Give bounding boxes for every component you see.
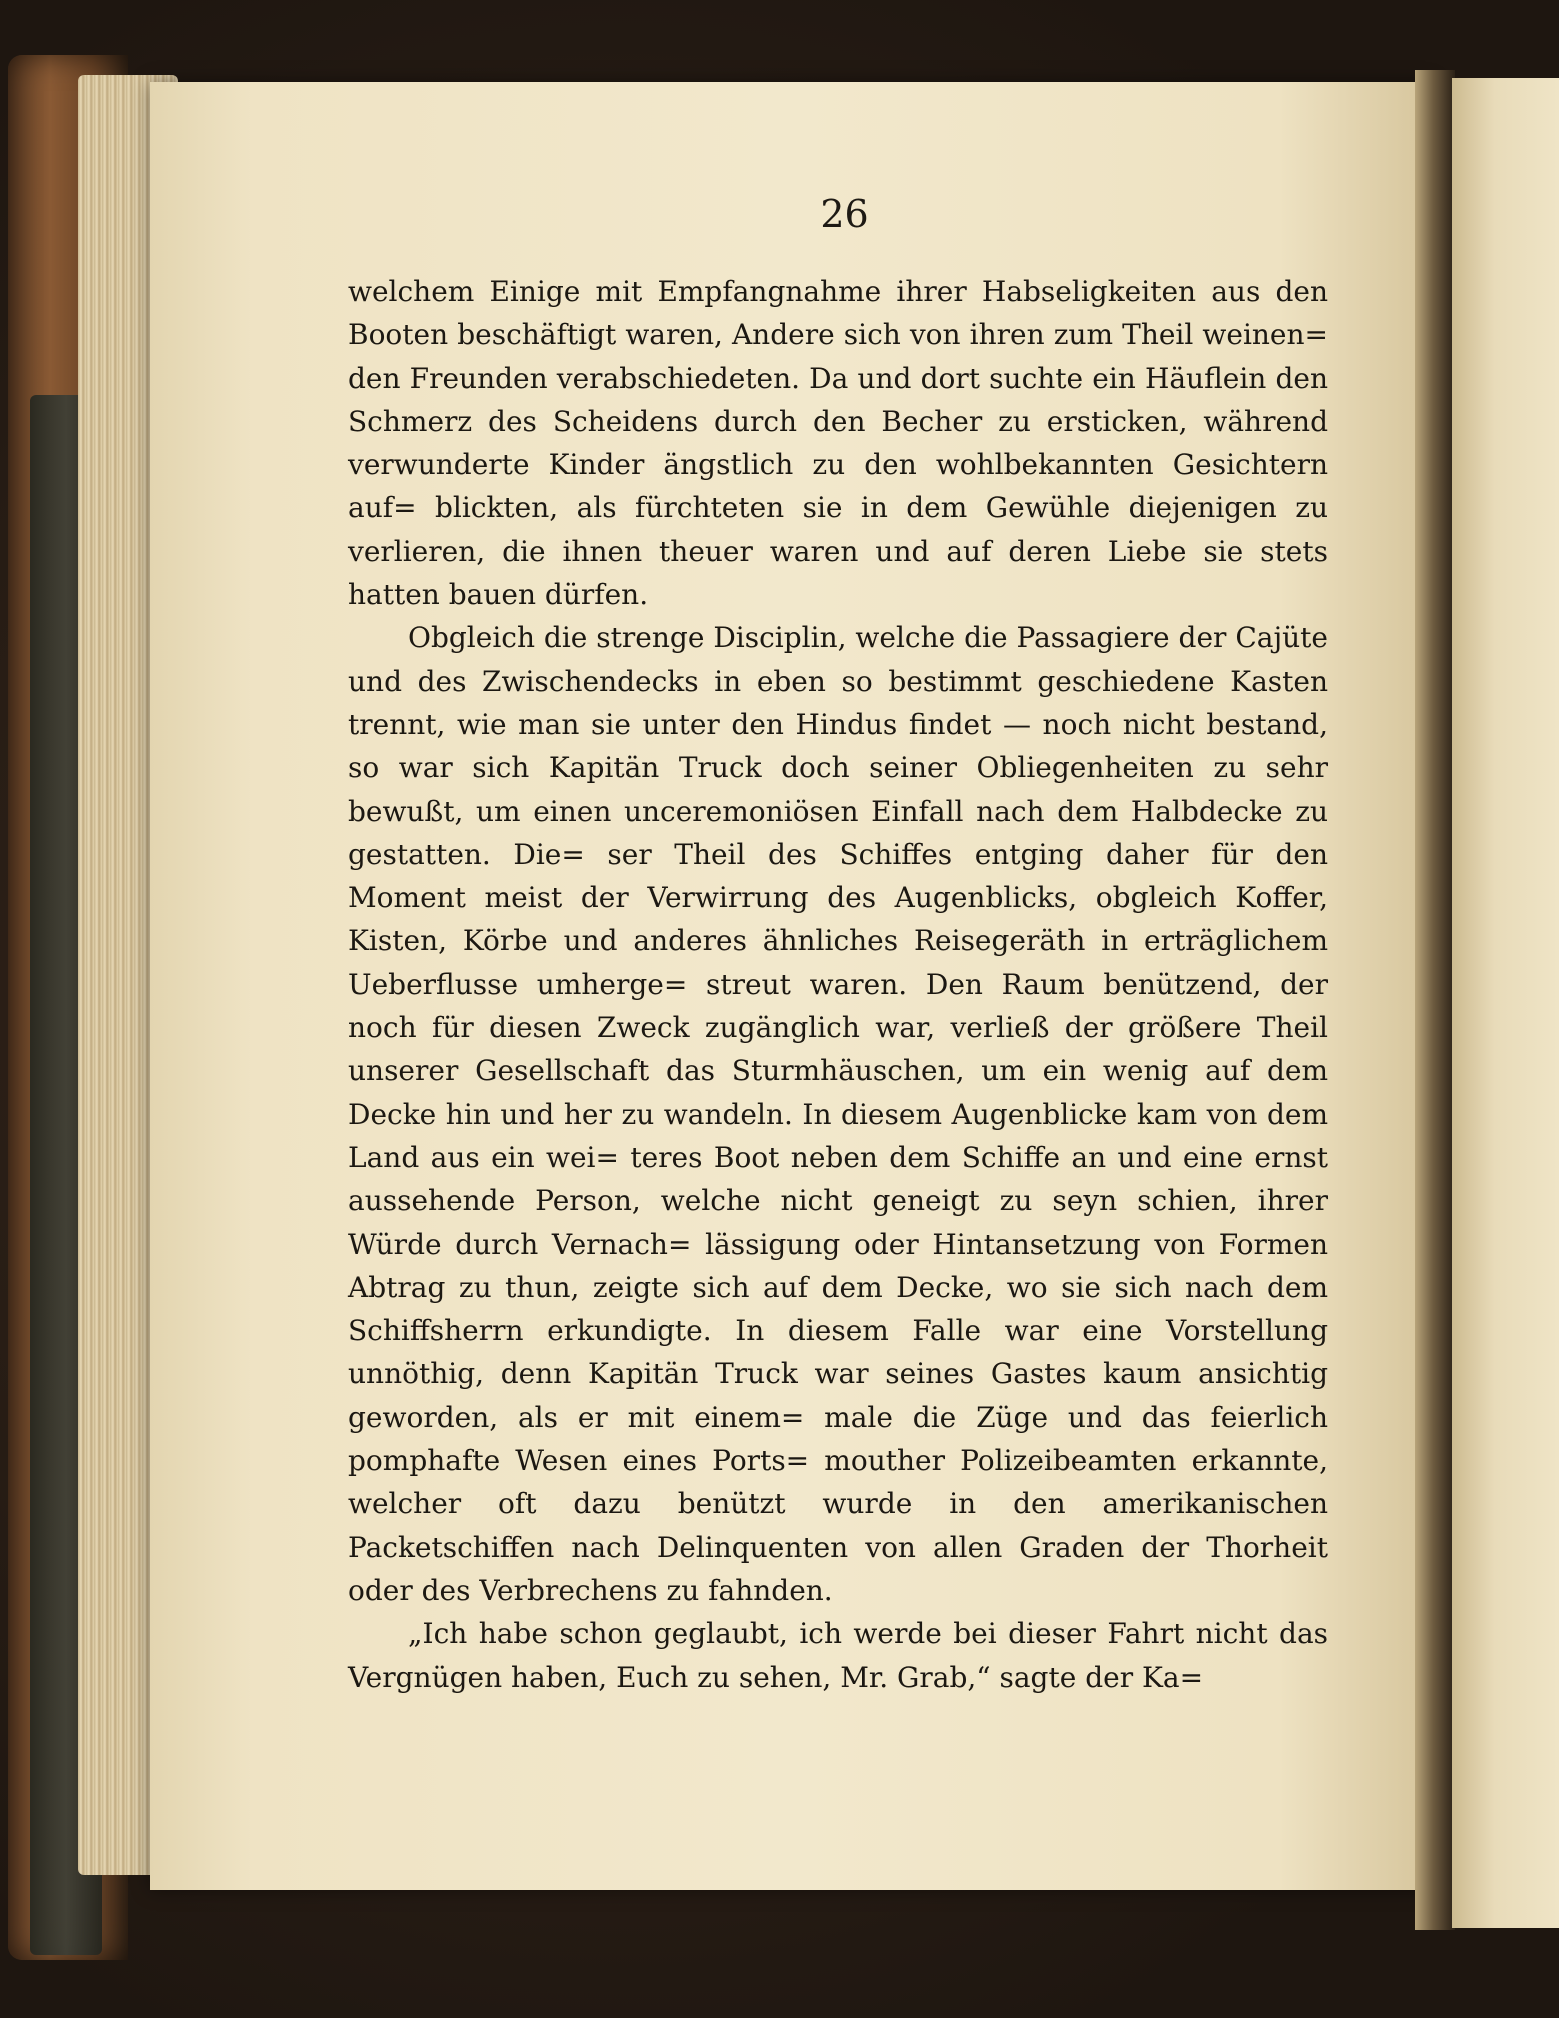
book-gutter bbox=[1415, 70, 1455, 1930]
paragraph-2: Obgleich die strenge Disciplin, welche die Passagiere der Cajüte und des Zwischendecks in eben so bestimmt geschiedene Kasten trennt, wie man sie unter den Hindus findet — noch nicht bestand, so war sich Kapitän Truck doch seiner Obliegenheiten zu sehr bewußt, um einen unceremoniösen Einfall nach dem Halbdecke zu gestatten. Die= ser Theil des Schiffes entging daher für den Moment meist der Verwirrung des Augenblicks, obgleich Koffer, Kisten, Körbe und anderes ähnliches Reisegeräth in erträglichem Ueberflusse umherge= streut waren. Den Raum benützend, der noch für diesen Zweck zugänglich war, verließ der größere Theil unserer Gesellschaft das Sturmhäuschen, um ein wenig auf dem Decke hin und her zu wandeln. In diesem Augenblicke kam von dem Land aus ein wei= teres Boot neben dem Schiffe an und eine ernst aussehende Person, welche nicht geneigt zu seyn schien, ihrer Würde durch Vernach= lässigung oder Hintansetzung von Formen Abtrag zu thun, zeigte sich auf dem Decke, wo sie sich nach dem Schiffsherrn erkundigte. In diesem Falle war eine Vorstellung unnöthig, denn Kapitän Truck war seines Gastes kaum ansichtig geworden, als er mit einem= male die Züge und das feierlich pomphafte Wesen eines Ports= mouther Polizeibeamten erkannte, welcher oft dazu benützt wurde in den amerikanischen Packetschiffen nach Delinquenten von allen Graden der Thorheit oder des Verbrechens zu fahnden. bbox=[348, 621, 1328, 1607]
paragraph-1: welchem Einige mit Empfangnahme ihrer Habseligkeiten aus den Booten beschäftigt waren, Andere sich von ihren zum Theil weinen= den Freunden verabschiedeten. Da und dort suchte ein Häuflein den Schmerz des Scheidens durch den Becher zu ersticken, während verwunderte Kinder ängstlich zu den wohlbekannten Gesichtern auf= blickten, als fürchteten sie in dem Gewühle diejenigen zu verlieren, die ihnen theuer waren und auf deren Liebe sie stets hatten bauen dürfen. bbox=[348, 275, 1328, 612]
page-number: 26 bbox=[820, 192, 869, 236]
next-page-edge bbox=[1452, 78, 1559, 1928]
paragraph-3: „Ich habe schon geglaubt, ich werde bei dieser Fahrt nicht das Vergnügen haben, Euch zu sehen, Mr. Grab,“ sagte der Ka= bbox=[348, 1617, 1328, 1694]
page-text bbox=[348, 270, 1328, 1699]
